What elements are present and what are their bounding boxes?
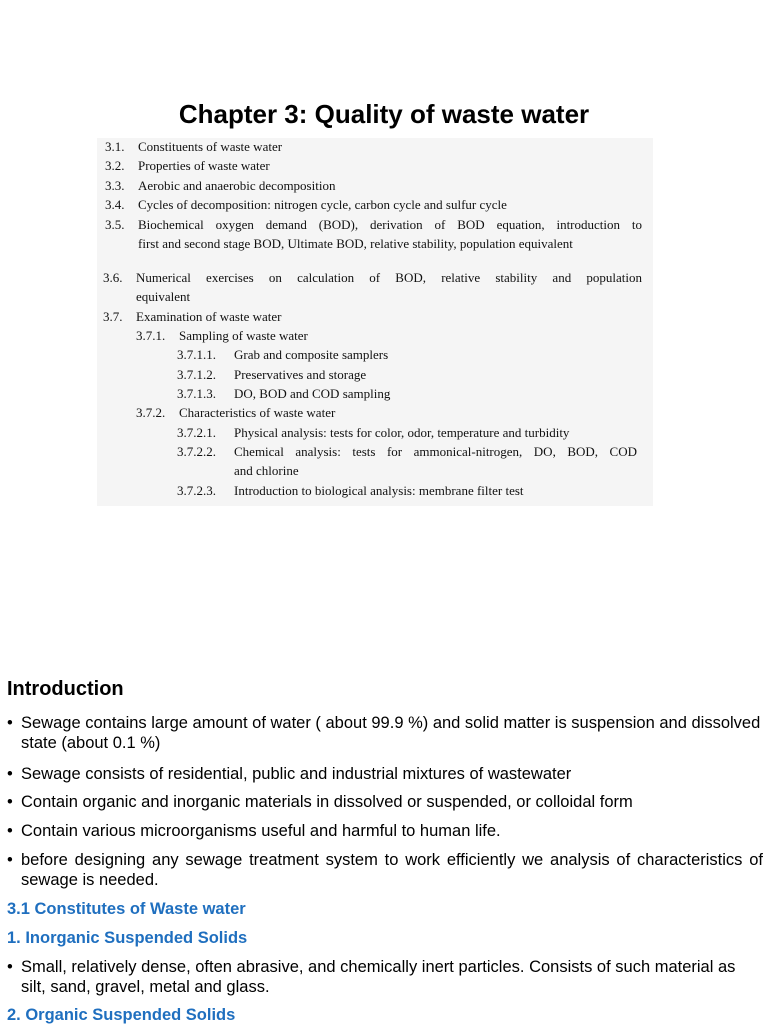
section-heading: 3.1 Constitutes of Waste water (7, 900, 246, 918)
toc-text: Properties of waste water (138, 158, 270, 173)
toc-number: 3.7.2. (136, 405, 166, 420)
toc-text: Examination of waste water (136, 309, 282, 324)
toc-number: 3.6. (103, 270, 123, 285)
toc-text: Chemical analysis: tests for ammonical-nitrogen, DO, BOD, COD (234, 444, 637, 459)
toc-text: Preservatives and storage (234, 367, 367, 382)
toc-number: 3.7.2.2. (177, 444, 216, 459)
bullet-item (7, 957, 763, 997)
toc-text: Aerobic and anaerobic decomposition (138, 178, 336, 193)
bullet-text: before designing any sewage treatment system to work efficiently we analysis of characteristics of sewage is needed. (21, 851, 763, 889)
toc-text: Sampling of waste water (179, 328, 308, 343)
bullet-item (7, 764, 763, 784)
toc-text: Biochemical oxygen demand (BOD), derivation of BOD equation, introduction to (138, 217, 642, 232)
toc-number: 3.7.2.3. (177, 483, 216, 498)
toc-text-continued: equivalent (136, 289, 191, 304)
toc-text: Cycles of decomposition: nitrogen cycle, carbon cycle and sulfur cycle (138, 197, 507, 212)
toc-number: 3.5. (105, 217, 125, 232)
bullet-glyph: • (7, 822, 13, 840)
toc-text: Introduction to biological analysis: membrane filter test (234, 483, 524, 498)
bullet-glyph: • (7, 793, 13, 811)
bullet-glyph: • (7, 714, 13, 732)
bullet-item (7, 850, 763, 890)
bullet-text: Small, relatively dense, often abrasive, and chemically inert particles. Consists of such material as silt, sand, gravel, metal and glass. (21, 958, 736, 996)
toc-text: DO, BOD and COD sampling (234, 386, 391, 401)
subsection-heading: 1. Inorganic Suspended Solids (7, 929, 248, 947)
bullet-item (7, 821, 763, 841)
bullet-glyph: • (7, 765, 13, 783)
toc-number: 3.7.1.3. (177, 386, 216, 401)
table-of-contents (97, 138, 653, 506)
toc-number: 3.2. (105, 158, 125, 173)
toc-number: 3.7.1.1. (177, 347, 216, 362)
subsection-heading: 2. Organic Suspended Solids (7, 1006, 236, 1024)
toc-number: 3.7.1.2. (177, 367, 216, 382)
toc-number: 3.4. (105, 197, 125, 212)
toc-number: 3.3. (105, 178, 125, 193)
toc-text: Constituents of waste water (138, 139, 283, 154)
bullet-text: Sewage contains large amount of water ( about 99.9 %) and solid matter is suspension and dissolved state (about 0.1 %) (21, 714, 761, 752)
toc-item (177, 444, 647, 480)
introduction-heading: Introduction (7, 678, 124, 700)
bullet-item (7, 713, 763, 753)
toc-text: Numerical exercises on calculation of BOD, relative stability and population (136, 270, 642, 285)
toc-number: 3.1. (105, 139, 125, 154)
toc-text-continued: and chlorine (234, 463, 299, 478)
toc-number: 3.7. (103, 309, 123, 324)
toc-item (103, 270, 642, 306)
toc-text: Physical analysis: tests for color, odor, temperature and turbidity (234, 425, 570, 440)
toc-text: Grab and composite samplers (234, 347, 389, 362)
bullet-glyph: • (7, 958, 13, 976)
toc-item (105, 217, 642, 253)
toc-number: 3.7.2.1. (177, 425, 216, 440)
bullet-text: Contain organic and inorganic materials in dissolved or suspended, or colloidal form (21, 793, 633, 811)
toc-text: Characteristics of waste water (179, 405, 336, 420)
bullet-text: Sewage consists of residential, public and industrial mixtures of wastewater (21, 765, 572, 783)
page-title: Chapter 3: Quality of waste water (178, 99, 590, 129)
bullet-glyph: • (7, 851, 13, 869)
bullet-item (7, 792, 763, 812)
toc-number: 3.7.1. (136, 328, 166, 343)
toc-text-continued: first and second stage BOD, Ultimate BOD, relative stability, population equivalent (138, 236, 573, 251)
bullet-text: Contain various microorganisms useful and harmful to human life. (21, 822, 501, 840)
